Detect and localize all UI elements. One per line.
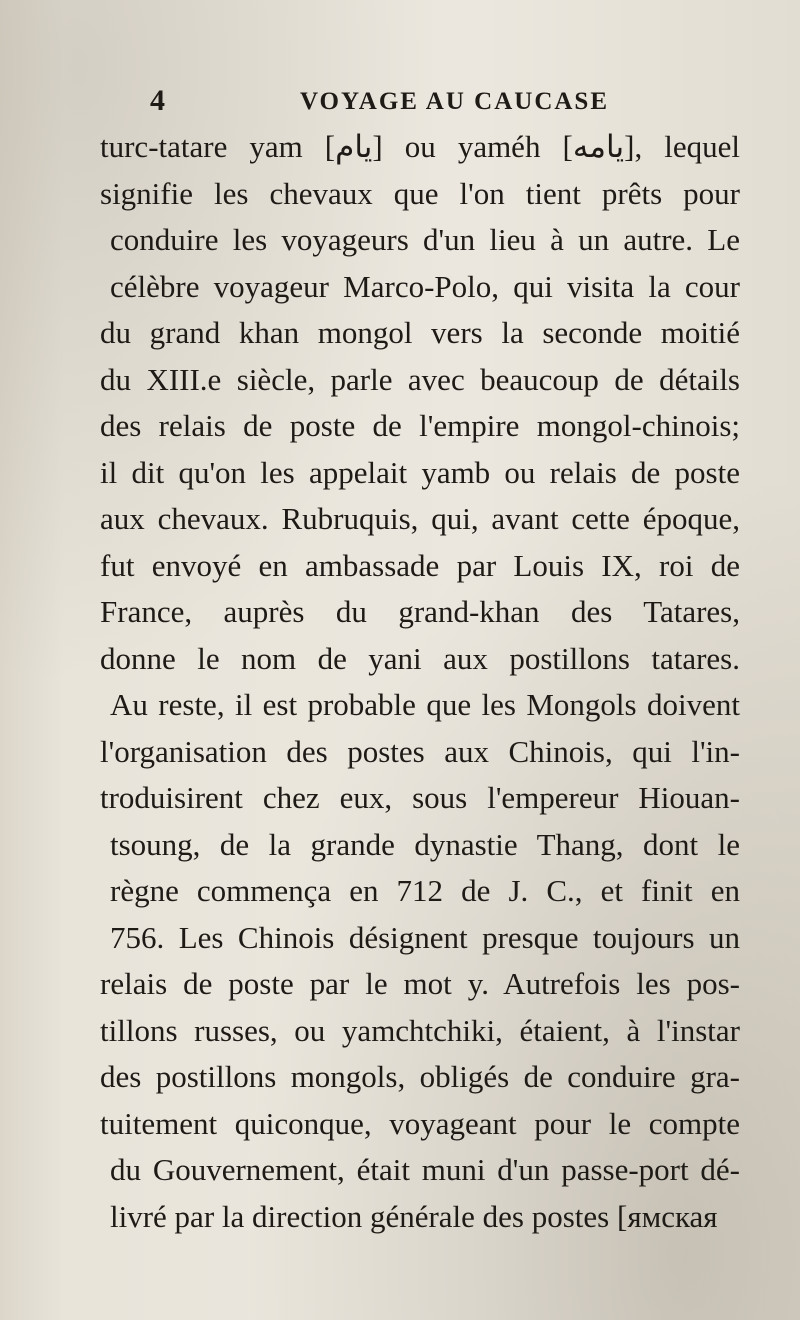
- text-line-8: il dit qu'on les appelait yamb ou relais de poste: [100, 454, 740, 490]
- text-line-7: des relais de poste de l'empire mongol-chinois;: [100, 408, 740, 443]
- text-line-22: tuitement quiconque, voyageant pour le compte: [100, 1105, 740, 1141]
- page-header: [150, 84, 670, 124]
- text-line-6: du XIII.e siècle, parle avec beaucoup de détails: [100, 361, 740, 397]
- text-line-16: tsoung, de la grande dynastie Thang, dont le: [110, 826, 740, 862]
- running-head: VOYAGE AU CAUCASE: [300, 88, 610, 115]
- text-line-24: livré par la direction générale des postes [ямская: [110, 1198, 718, 1234]
- body-text: [100, 124, 740, 1240]
- page-number: 4: [150, 84, 165, 117]
- text-line-19: relais de poste par le mot y. Autrefois les pos-: [100, 966, 740, 1001]
- text-line-13: Au reste, il est probable que les Mongols doivent: [110, 687, 740, 722]
- text-line-21: des postillons mongols, obligés de conduire gra-: [100, 1059, 740, 1094]
- text-line-15: troduisirent chez eux, sous l'empereur Hiouan-: [100, 780, 740, 815]
- text-line-18: 756. Les Chinois désignent presque toujours un: [110, 919, 740, 955]
- text-line-17: règne commença en 712 de J. C., et finit en: [110, 873, 740, 908]
- text-line-20: tillons russes, ou yamchtchiki, étaient, à l'instar: [100, 1012, 740, 1048]
- text-line-9: aux chevaux. Rubruquis, qui, avant cette époque,: [100, 501, 740, 536]
- text-line-10: fut envoyé en ambassade par Louis IX, roi de: [100, 547, 740, 583]
- text-line-2: signifie les chevaux que l'on tient prêts pour: [100, 175, 740, 211]
- text-line-1: turc-tatare yam [يام] ou yaméh [يامه], lequel: [100, 129, 740, 164]
- text-line-3: conduire les voyageurs d'un lieu à un autre. Le: [110, 222, 740, 257]
- text-line-5: du grand khan mongol vers la seconde moitié: [100, 315, 740, 350]
- text-line-12: donne le nom de yani aux postillons tatares.: [100, 640, 740, 676]
- text-line-23: du Gouvernement, était muni d'un passe-port dé-: [110, 1152, 740, 1187]
- text-line-11: France, auprès du grand-khan des Tatares,: [100, 594, 740, 629]
- text-line-4: célèbre voyageur Marco-Polo, qui visita la cour: [110, 268, 740, 304]
- text-line-14: l'organisation des postes aux Chinois, qui l'in-: [100, 733, 740, 769]
